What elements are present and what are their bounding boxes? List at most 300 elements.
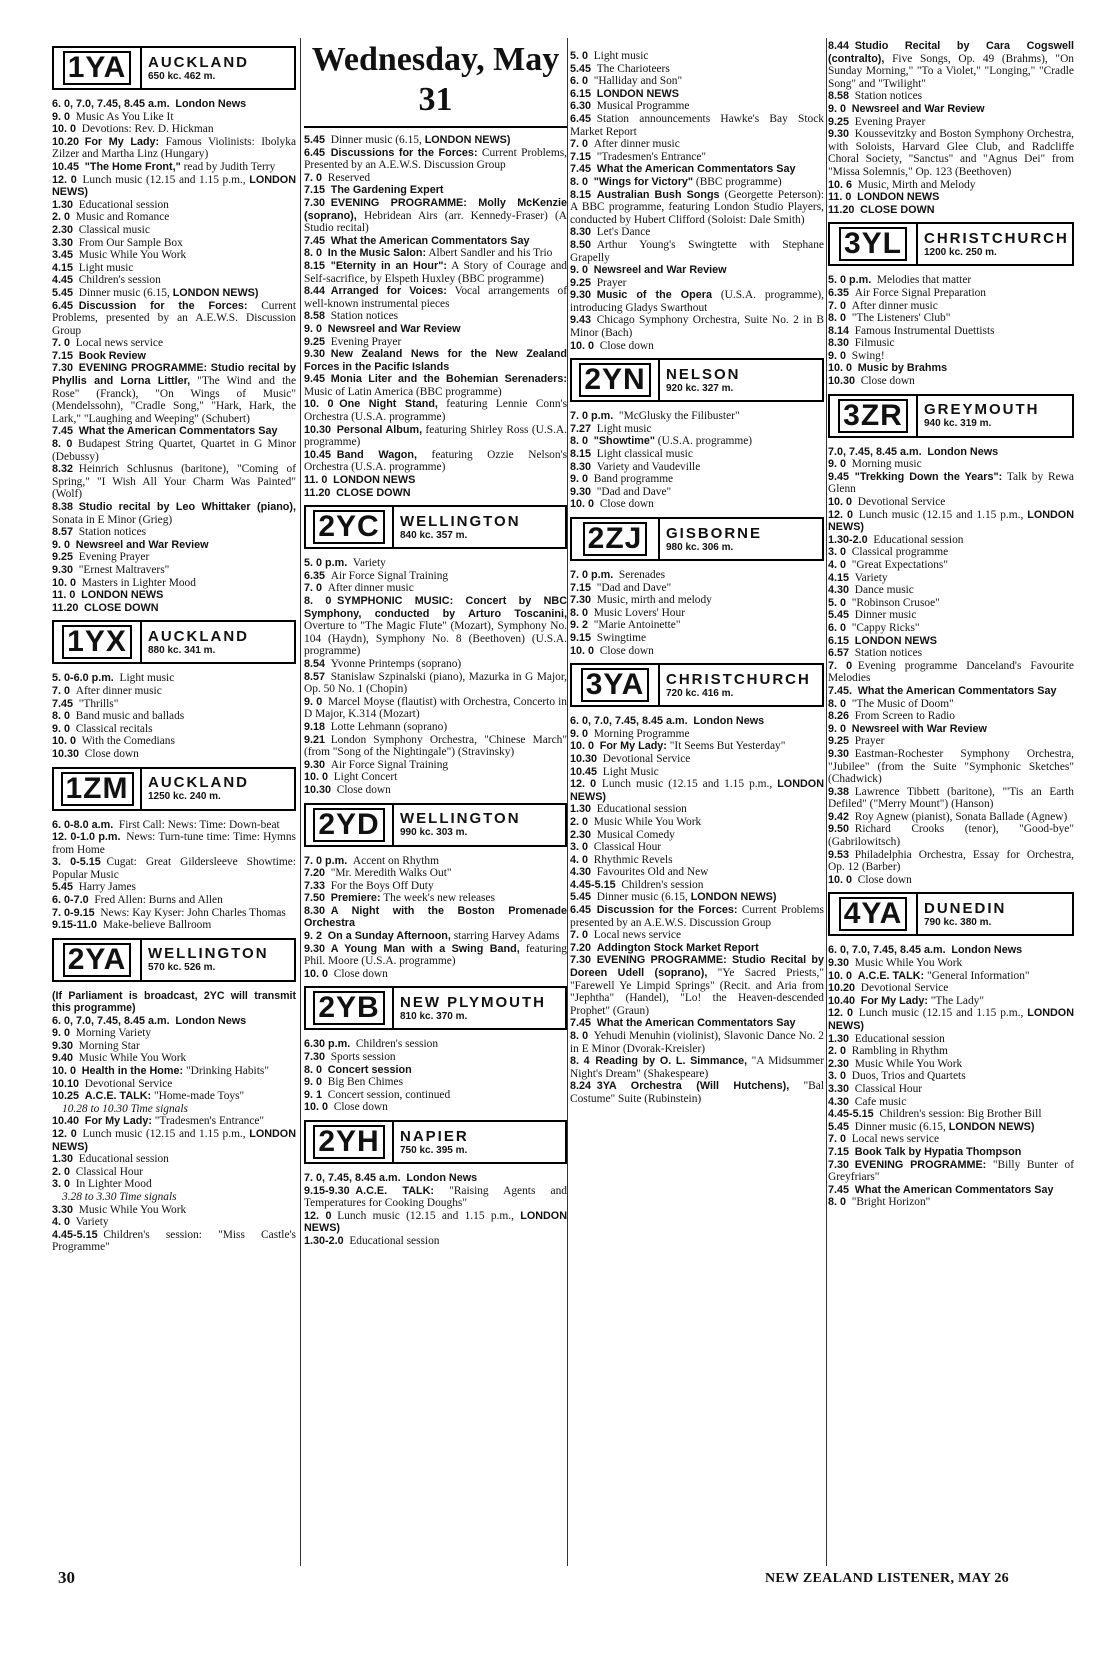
programme-entry bbox=[52, 174, 296, 199]
programme-entry bbox=[52, 564, 296, 577]
programme-entry bbox=[570, 448, 824, 461]
programme-entry bbox=[828, 1070, 1074, 1083]
station-logo bbox=[54, 622, 142, 662]
entry-description: Evening programme Danceland's Favourite Melodies bbox=[828, 659, 1074, 685]
programme-entry bbox=[52, 1103, 296, 1116]
entry-time: 9.42 bbox=[828, 810, 850, 823]
entry-description: Music While You Work bbox=[78, 1203, 187, 1216]
programme-entry bbox=[570, 954, 824, 1017]
programme-entry bbox=[570, 63, 824, 76]
entry-description: Concert session, continued bbox=[327, 1088, 451, 1101]
entry-time: 7. 0 bbox=[570, 929, 589, 942]
entry-time: 9.30 bbox=[52, 563, 74, 576]
programme-entry bbox=[828, 970, 1074, 983]
entry-description: "Dad and Dave" bbox=[596, 581, 672, 594]
programme-entry bbox=[304, 1089, 567, 1102]
programme-entry bbox=[52, 199, 296, 212]
entry-description: Lunch music (12.15 and 1.15 p.m., bbox=[601, 778, 778, 791]
entry-time: 7.45 bbox=[570, 1017, 592, 1030]
entry-time: 5. 0 bbox=[570, 50, 589, 62]
entry-time: 8. 0 bbox=[570, 175, 589, 188]
programme-entry bbox=[52, 577, 296, 590]
station-logo bbox=[830, 224, 918, 264]
entry-time: 7. 0, 7.45, 8.45 a.m. bbox=[304, 1172, 401, 1184]
station-frequency: 1200 kc. 250 m. bbox=[924, 246, 997, 258]
programme-entry bbox=[570, 176, 824, 189]
programme-entry bbox=[828, 375, 1074, 388]
entry-description: Vocal arrangements of well-known instrumental pieces bbox=[304, 285, 567, 310]
entry-time: 6.15 bbox=[570, 87, 592, 100]
entry-time: 8.24 bbox=[570, 1080, 592, 1093]
entry-description: Devotional Service bbox=[857, 496, 946, 509]
entry-description: Dinner music (6.15, bbox=[78, 286, 173, 299]
entry-description: Morning Star bbox=[78, 1039, 140, 1052]
entry-time: 11. 0 bbox=[828, 191, 852, 204]
entry-time: 2. 0 bbox=[570, 815, 589, 828]
entry-description: (U.S.A. programme) bbox=[654, 435, 753, 448]
station-call-sign: 2YA bbox=[63, 943, 132, 977]
entry-description: Current Problems presented by an A.E.W.S. Discussion Group bbox=[570, 904, 824, 929]
entry-time: 10.20 bbox=[828, 982, 856, 995]
entry-description: Light Music bbox=[602, 765, 659, 778]
entry-description: Local news service bbox=[851, 1133, 940, 1146]
programme-entry bbox=[570, 473, 824, 486]
entry-description: Educational session bbox=[873, 533, 964, 546]
programme-entry bbox=[304, 398, 567, 423]
entry-description: Children's session bbox=[78, 274, 161, 287]
entry-time: 8. 0 bbox=[828, 1196, 847, 1209]
entry-description: Devotional Service bbox=[84, 1077, 173, 1090]
station-logo bbox=[572, 360, 660, 400]
entry-title: What the American Commentators Say bbox=[596, 163, 796, 176]
entry-description: Roy Agnew (pianist), Sonata Ballade (Agnew) bbox=[854, 810, 1068, 823]
entry-time: 8.15 bbox=[570, 448, 592, 461]
entry-title: Music of the Opera bbox=[596, 289, 712, 302]
entry-time: 6. 0 bbox=[828, 621, 847, 634]
entry-time: 3. 0-5.15 bbox=[52, 856, 101, 869]
programme-entry bbox=[828, 1108, 1074, 1121]
entry-time: 9. 0 bbox=[828, 349, 847, 362]
column-4 bbox=[828, 40, 1074, 1209]
entry-description: Light Concert bbox=[333, 771, 398, 784]
entry-time: 5. 0 p.m. bbox=[304, 557, 348, 570]
station-frequency: 750 kc. 395 m. bbox=[400, 1144, 468, 1156]
entry-description: Classical Hour bbox=[75, 1165, 144, 1178]
station-city: CHRISTCHURCH bbox=[924, 229, 1069, 247]
programme-entry bbox=[570, 1055, 824, 1080]
entry-title: LONDON NEWS bbox=[857, 191, 940, 204]
entry-time: 9.53 bbox=[828, 848, 850, 861]
entry-description: Sonata in E Minor (Grieg) bbox=[52, 513, 173, 526]
programme-entry bbox=[570, 486, 824, 499]
station-info bbox=[142, 622, 294, 662]
entry-time: 12. 0 bbox=[570, 778, 597, 791]
programme-entry bbox=[570, 226, 824, 239]
entry-time: 10.30 bbox=[52, 747, 80, 760]
entry-title: EVENING PROGRAMME: Molly McKenzie (soprano), bbox=[304, 196, 567, 222]
entry-time: 9.30 bbox=[304, 942, 326, 955]
entry-description: Music, Mirth and Melody bbox=[857, 178, 976, 191]
entry-time: 8. 0 bbox=[570, 1030, 589, 1042]
entry-title: "Showtime" bbox=[593, 435, 655, 448]
entry-description: Morning music bbox=[851, 458, 922, 471]
station-city: WELLINGTON bbox=[400, 512, 521, 530]
entry-description: "Cappy Ricks" bbox=[851, 621, 920, 634]
programme-entry bbox=[828, 597, 1074, 610]
programme-entry bbox=[304, 487, 567, 500]
station-call-sign: 1YA bbox=[63, 51, 132, 85]
entry-description: Children's session: "Miss Castle's Programme" bbox=[52, 1228, 296, 1254]
entry-description: Marcel Moyse (flautist) with Orchestra, Concerto in D Major, K.314 (Mozart) bbox=[304, 695, 567, 721]
entry-description: News: Kay Kyser: John Charles Thomas bbox=[100, 906, 286, 919]
entry-description: Station notices bbox=[78, 526, 147, 539]
entry-time: 9. 0 bbox=[52, 1027, 71, 1040]
programme-entry bbox=[52, 224, 296, 237]
station-call-sign: 2YD bbox=[313, 808, 384, 842]
entry-time: 9. 0 bbox=[570, 473, 589, 486]
entry-description: Prayer bbox=[596, 276, 627, 289]
programme-entry bbox=[52, 1229, 296, 1254]
programme-entry bbox=[570, 594, 824, 607]
entry-time: 5. 0 bbox=[828, 596, 847, 609]
programme-entry bbox=[828, 274, 1074, 287]
programme-entry bbox=[304, 892, 567, 905]
programme-entry bbox=[570, 778, 824, 803]
entry-time: 12. 0 bbox=[828, 508, 854, 521]
entry-time: 8.57 bbox=[52, 526, 74, 539]
programme-entry bbox=[52, 672, 296, 685]
station-header bbox=[570, 663, 824, 707]
entry-time: 3. 0 bbox=[828, 546, 847, 559]
day-heading: Wednesday, May 31 bbox=[311, 41, 560, 118]
programme-entry bbox=[570, 461, 824, 474]
entry-time: 9.25 bbox=[828, 735, 850, 748]
entry-highlight: LONDON NEWS) bbox=[52, 173, 296, 199]
entry-description: Band music and ballads bbox=[75, 710, 185, 723]
programme-entry bbox=[52, 894, 296, 907]
programme-entry bbox=[828, 944, 1074, 957]
entry-description: "Ye Sacred Priests," "Farewell Ye Limpid Springs" (Recit. and Aria from "Jephtha" (Handel), "Lo! the Heaven-descended Prophet" (Graun) bbox=[570, 967, 824, 1017]
entry-description: Station notices bbox=[854, 90, 923, 103]
entry-title: Discussion for the Forces: bbox=[596, 904, 738, 917]
programme-entry bbox=[828, 128, 1074, 178]
station-info bbox=[394, 805, 565, 845]
entry-description: Sports session bbox=[330, 1051, 396, 1064]
programme-entry bbox=[304, 570, 567, 583]
entry-description: Music While You Work bbox=[854, 1057, 963, 1070]
programme-entry bbox=[570, 854, 824, 867]
programme-entry bbox=[304, 1235, 567, 1248]
programme-entry bbox=[828, 786, 1074, 811]
entry-time: 9.15-9.30 bbox=[304, 1184, 350, 1197]
station-city: NAPIER bbox=[400, 1127, 469, 1145]
station-call-sign: 2YC bbox=[313, 510, 384, 544]
programme-entry bbox=[570, 289, 824, 314]
station-frequency: 920 kc. 327 m. bbox=[666, 382, 734, 394]
entry-time: 5.45 bbox=[52, 881, 74, 894]
programme-entry bbox=[828, 559, 1074, 572]
entry-description: Fred Allen: Burns and Allen bbox=[94, 894, 223, 907]
entry-description: Rambling in Rhythm bbox=[851, 1045, 948, 1058]
programme-entry bbox=[304, 184, 567, 197]
entry-time: 6. 0 bbox=[570, 75, 589, 88]
entry-time: 8.30 bbox=[828, 337, 850, 350]
programme-entry bbox=[304, 1210, 567, 1235]
programme-entry bbox=[304, 905, 567, 930]
entry-description: "Tradesmen's Entrance" bbox=[596, 150, 707, 163]
programme-entry bbox=[828, 1007, 1074, 1032]
entry-time: 7.45 bbox=[828, 1183, 850, 1196]
entry-title: CLOSE DOWN bbox=[860, 203, 935, 216]
station-city: WELLINGTON bbox=[148, 945, 269, 963]
entry-description: "It Seems But Yesterday" bbox=[666, 740, 786, 753]
entry-time: 6.45 bbox=[52, 299, 74, 312]
entry-time: 8. 0 bbox=[52, 710, 71, 723]
entry-description: "Great Expectations" bbox=[851, 559, 948, 571]
programme-entry bbox=[828, 103, 1074, 116]
station-info bbox=[918, 396, 1072, 436]
station-logo bbox=[306, 507, 394, 547]
programme-entry bbox=[52, 161, 296, 174]
programme-entry bbox=[828, 179, 1074, 192]
entry-description: Swingtime bbox=[596, 631, 647, 644]
entry-description: Evening Prayer bbox=[78, 551, 150, 564]
entry-description: (U.S.A. programme), introducing Gladys Swarthout bbox=[570, 289, 824, 314]
station-header bbox=[304, 1120, 567, 1164]
entry-description: (Georgette Peterson): A BBC programme, featuring London Studio Players, conducted by Hubert Clifford (Soloist: Dale Smith) bbox=[570, 188, 824, 226]
programme-entry bbox=[570, 866, 824, 879]
entry-description: "Mr. Meredith Walks Out" bbox=[330, 867, 452, 880]
programme-entry bbox=[52, 211, 296, 224]
entry-time: 9.15 bbox=[570, 631, 592, 644]
entry-time: 6. 0, 7.0, 7.45, 8.45 a.m. bbox=[828, 944, 946, 957]
entry-title: A.C.E. TALK: bbox=[84, 1090, 152, 1103]
programme-entry bbox=[52, 237, 296, 250]
entry-time: 9.30 bbox=[828, 747, 850, 760]
entry-time: 8.44 bbox=[304, 285, 326, 298]
entry-description: Close down bbox=[333, 967, 388, 980]
entry-title: CLOSE DOWN bbox=[84, 601, 159, 614]
programme-entry bbox=[828, 1121, 1074, 1134]
entry-title: London News bbox=[693, 715, 765, 728]
programme-entry bbox=[570, 239, 824, 264]
station-logo bbox=[306, 805, 394, 845]
station-city: AUCKLAND bbox=[148, 774, 249, 791]
programme-entry bbox=[570, 1030, 824, 1055]
programme-entry bbox=[828, 90, 1074, 103]
programme-entry bbox=[828, 287, 1074, 300]
entry-time: 9. 0 bbox=[304, 695, 323, 708]
entry-time: 10.30 bbox=[304, 783, 332, 796]
programme-entry bbox=[570, 645, 824, 658]
entry-description: Variety bbox=[352, 557, 386, 570]
entry-title: CLOSE DOWN bbox=[336, 486, 411, 499]
programme-entry bbox=[304, 1185, 567, 1210]
entry-title: Studio Recital by Cara Cogswell (contralto), bbox=[828, 40, 1074, 65]
entry-time: 9. 0 bbox=[304, 322, 323, 335]
entry-description: The week's new releases bbox=[380, 892, 495, 905]
programme-entry bbox=[570, 75, 824, 88]
station-frequency: 1250 kc. 240 m. bbox=[148, 791, 221, 802]
entry-time: 7.30 bbox=[52, 362, 74, 375]
entry-time: 7.15 bbox=[570, 150, 592, 163]
programme-entry bbox=[828, 1033, 1074, 1046]
station-call-sign: 4YA bbox=[839, 897, 908, 931]
entry-time: 9.25 bbox=[570, 276, 592, 289]
entry-highlight: LONDON NEWS) bbox=[52, 1128, 296, 1153]
entry-time: 6.45 bbox=[570, 904, 592, 917]
station-frequency: 810 kc. 370 m. bbox=[400, 1010, 468, 1022]
station-logo bbox=[830, 396, 918, 436]
programme-entry bbox=[570, 163, 824, 176]
station-header bbox=[828, 892, 1074, 936]
entry-time: 1.30 bbox=[52, 1153, 74, 1166]
station-city: AUCKLAND bbox=[148, 53, 249, 71]
entry-time: 4.15 bbox=[52, 261, 74, 274]
programme-entry bbox=[304, 759, 567, 772]
entry-time: 10. 0 bbox=[52, 735, 77, 748]
entry-title: EVENING PROGRAMME: Studio recital by Phyllis and Lorna Littler, bbox=[52, 362, 296, 388]
column-top-spacer bbox=[570, 40, 824, 50]
programme-entry bbox=[828, 982, 1074, 995]
entry-time: 6.30 bbox=[570, 100, 592, 113]
entry-time: 10. 0 bbox=[52, 576, 77, 589]
entry-description: Dinner music (6.15, bbox=[854, 1120, 949, 1133]
entry-description: Close down bbox=[599, 339, 654, 352]
entry-time: 9. 0 bbox=[52, 722, 71, 735]
entry-time: 10. 0 bbox=[570, 644, 595, 657]
programme-entry bbox=[52, 262, 296, 275]
programme-entry bbox=[828, 1196, 1074, 1209]
programme-entry bbox=[828, 823, 1074, 848]
programme-entry bbox=[304, 310, 567, 323]
entry-time: 10.30 bbox=[828, 375, 856, 388]
programme-entry bbox=[52, 1078, 296, 1091]
station-logo bbox=[306, 1122, 394, 1162]
entry-description: featuring Shirley Ross (U.S.A. programme) bbox=[304, 423, 567, 449]
programme-entry bbox=[570, 632, 824, 645]
programme-entry bbox=[52, 831, 296, 856]
page-number: 30 bbox=[58, 1568, 75, 1587]
entry-time: 10.40 bbox=[828, 994, 856, 1007]
entry-time: 8.57 bbox=[304, 670, 326, 683]
programme-entry bbox=[52, 1040, 296, 1053]
entry-description: Masters in Lighter Mood bbox=[81, 576, 196, 589]
programme-entry bbox=[828, 204, 1074, 217]
entry-time: 7.27 bbox=[570, 422, 592, 435]
programme-entry bbox=[304, 285, 567, 310]
entry-description: Yehudi Menuhin (violinist), Slavonic Dance No. 2 in E Minor (Dvorak-Kreisler) bbox=[570, 1030, 824, 1055]
programme-entry bbox=[52, 602, 296, 615]
entry-title: London News bbox=[175, 1014, 247, 1027]
entry-description: 10.28 to 10.30 Time signals bbox=[62, 1102, 188, 1115]
entry-time: 5.45 bbox=[828, 609, 850, 622]
entry-highlight: LONDON NEWS) bbox=[828, 1007, 1074, 1032]
entry-time: 9. 0 bbox=[570, 264, 589, 277]
programme-entry bbox=[304, 336, 567, 349]
programme-entry bbox=[570, 340, 824, 353]
programme-entry bbox=[304, 247, 567, 260]
programme-entry bbox=[304, 930, 567, 943]
entry-description: "The Listeners' Club" bbox=[851, 312, 951, 325]
entry-description: featuring Phil. Moore (U.S.A. programme) bbox=[304, 942, 567, 968]
entry-title: Studio recital by Leo Whittaker (piano), bbox=[78, 501, 296, 513]
entry-time: 7.20 bbox=[304, 867, 326, 880]
entry-description: Morning Programme bbox=[593, 727, 690, 740]
entry-description: Morning Variety bbox=[75, 1027, 152, 1040]
programme-entry bbox=[828, 660, 1074, 685]
entry-time: 4. 0 bbox=[52, 1216, 71, 1229]
station-info bbox=[918, 894, 1072, 934]
entry-time: 10. 0 bbox=[304, 967, 329, 980]
entry-description: featuring Lennie Conn's Orchestra (U.S.A. programme) bbox=[304, 398, 567, 424]
entry-time: 5.45 bbox=[304, 134, 326, 146]
entry-highlight: LONDON NEWS) bbox=[424, 134, 511, 146]
entry-time: 7.45 bbox=[52, 697, 74, 710]
entry-time: 7.30 bbox=[570, 594, 592, 607]
entry-time: 6. 0-8.0 a.m. bbox=[52, 818, 114, 831]
programme-entry bbox=[52, 551, 296, 564]
entry-time: 8. 0 bbox=[828, 697, 847, 710]
entry-time: 6. 0, 7.0, 7.45, 8.45 a.m. bbox=[52, 98, 170, 110]
entry-title: "Wings for Victory" bbox=[593, 175, 694, 188]
entry-time: 9. 0 bbox=[52, 110, 71, 123]
column-1 bbox=[52, 40, 296, 1254]
entry-description: Classical Hour bbox=[593, 841, 662, 854]
entry-time: 7.45 bbox=[52, 425, 74, 438]
entry-title: London News bbox=[175, 98, 247, 110]
programme-entry bbox=[304, 1076, 567, 1089]
entry-time: 6.57 bbox=[828, 647, 850, 660]
entry-time: 8.58 bbox=[828, 90, 850, 103]
programme-entry bbox=[52, 710, 296, 723]
entry-description: Cafe music bbox=[854, 1095, 907, 1108]
entry-description: After dinner music bbox=[327, 582, 414, 595]
programme-entry bbox=[828, 458, 1074, 471]
entry-time: 8.15 bbox=[570, 188, 592, 201]
station-info bbox=[394, 988, 565, 1028]
entry-time: 10. 0 bbox=[52, 123, 77, 136]
entry-time: 9. 2 bbox=[304, 930, 323, 943]
programme-entry bbox=[570, 929, 824, 942]
programme-entry bbox=[828, 957, 1074, 970]
entry-time: 5.45 bbox=[52, 286, 74, 299]
entry-time: 9.25 bbox=[828, 115, 850, 128]
station-logo bbox=[54, 940, 142, 980]
entry-description: "Billy Bunter of Greyfriars" bbox=[828, 1158, 1074, 1184]
programme-entry bbox=[304, 1051, 567, 1064]
entry-title: A.C.E. TALK: bbox=[355, 1184, 435, 1197]
programme-entry bbox=[828, 723, 1074, 736]
entry-title: London News bbox=[927, 445, 999, 458]
programme-entry bbox=[570, 766, 824, 779]
programme-entry bbox=[828, 622, 1074, 635]
entry-time: 1.30 bbox=[570, 803, 592, 816]
programme-entry bbox=[828, 1083, 1074, 1096]
entry-highlight: LONDON NEWS) bbox=[172, 286, 259, 299]
entry-time: 2.30 bbox=[570, 828, 592, 841]
entry-title: Book Talk by Hypatia Thompson bbox=[854, 1145, 1022, 1158]
programme-entry bbox=[52, 919, 296, 932]
programme-entry bbox=[304, 348, 567, 373]
entry-description: "Drinking Habits" bbox=[183, 1065, 269, 1078]
station-city: NEW PLYMOUTH bbox=[400, 993, 546, 1011]
entry-time: 7. 0 bbox=[304, 171, 323, 184]
entry-time: 2. 0 bbox=[828, 1045, 847, 1058]
entry-title: In the Music Salon: bbox=[327, 247, 427, 260]
programme-entry bbox=[52, 501, 296, 526]
programme-entry bbox=[52, 1090, 296, 1103]
